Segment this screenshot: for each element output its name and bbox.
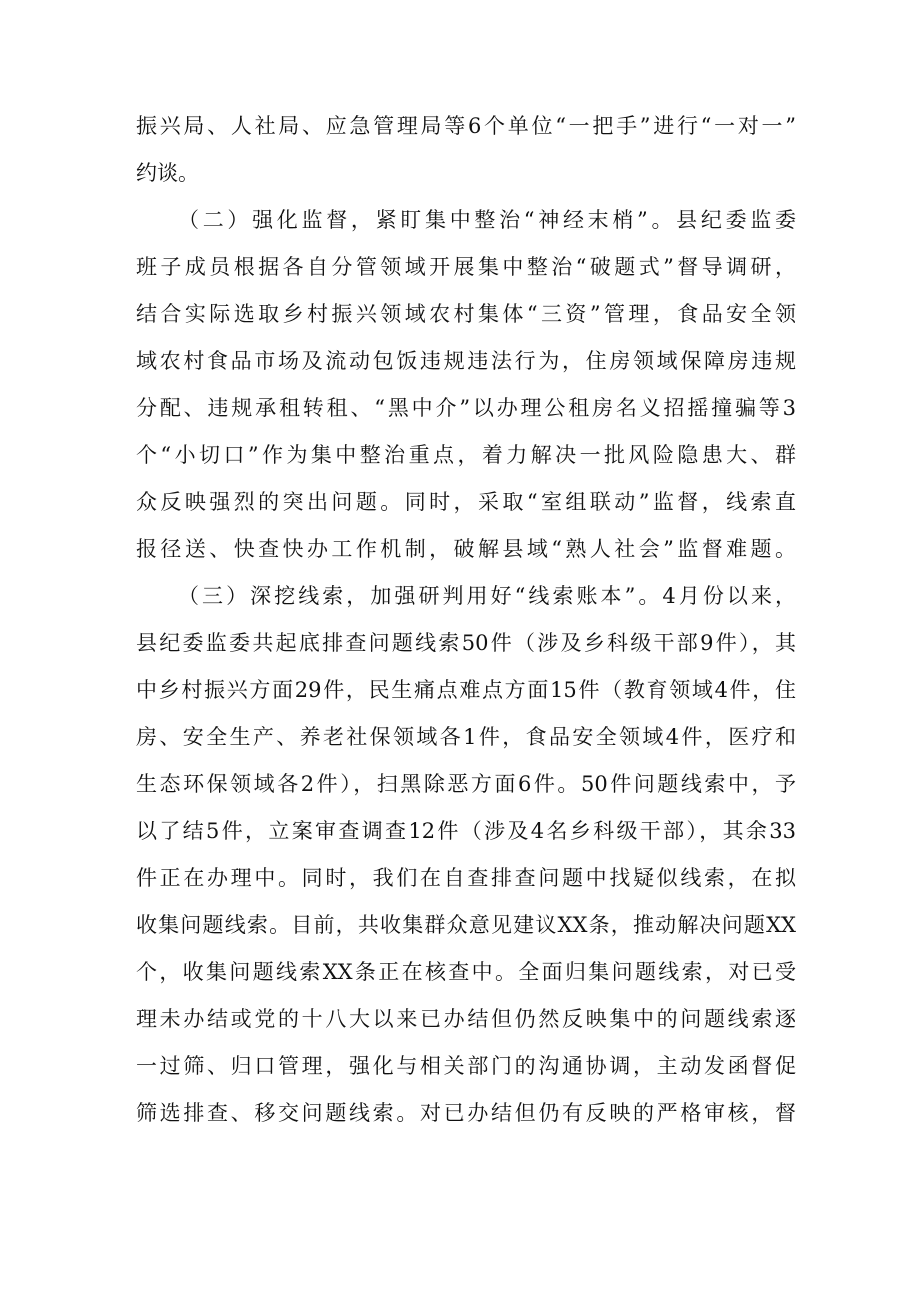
document-body [136,103,796,1137]
text-line: 振兴局、人社局、应急管理局等6个单位“一把手”进行“一对一” [136,114,796,138]
text-line: 收集问题线索。目前，共收集群众意见建议XX条，推动解决问题XX [136,913,796,937]
text-line: 报径送、快查快办工作机制，破解县域“熟人社会”监督难题。 [136,537,796,561]
text-line: 县纪委监委共起底排查问题线索50件（涉及乡科级干部9件），其 [136,631,796,655]
text-line: 域农村食品市场及流动包饭违规违法行为，住房领域保障房违规 [136,349,796,373]
text-line: 以了结5件，立案审查调查12件（涉及4名乡科级干部），其余33 [136,819,796,843]
text-line: 个“小切口”作为集中整治重点，着力解决一批风险隐患大、群 [136,443,796,467]
text-line: 结合实际选取乡村振兴领域农村集体“三资”管理，食品安全领 [136,302,796,326]
text-line: 中乡村振兴方面29件，民生痛点难点方面15件（教育领域4件，住 [136,678,796,702]
text-line: 众反映强烈的突出问题。同时，采取“室组联动”监督，线索直 [136,490,796,514]
text-line: （二）强化监督，紧盯集中整治“神经末梢”。县纪委监委 [178,208,796,232]
text-line: 约谈。 [136,161,199,185]
text-line: 生态环保领域各2件），扫黑除恶方面6件。50件问题线索中，予 [136,772,796,796]
text-line: 分配、违规承租转租、“黑中介”以办理公租房名义招摇撞骗等3 [136,396,796,420]
text-line: 房、安全生产、养老社保领域各1件，食品安全领域4件，医疗和 [136,725,796,749]
text-line: （三）深挖线索，加强研判用好“线索账本”。4月份以来， [178,584,796,608]
text-line: 一过筛、归口管理，强化与相关部门的沟通协调，主动发函督促 [136,1054,796,1078]
text-line: 个，收集问题线索XX条正在核查中。全面归集问题线索，对已受 [136,960,796,984]
text-line: 件正在办理中。同时，我们在自查排查问题中找疑似线索，在拟 [136,866,796,890]
text-line: 理未办结或党的十八大以来已办结但仍然反映集中的问题线索逐 [136,1007,796,1031]
text-line: 筛选排查、移交问题线索。对已办结但仍有反映的严格审核，督 [136,1101,796,1125]
text-line: 班子成员根据各自分管领域开展集中整治“破题式”督导调研， [136,255,796,279]
